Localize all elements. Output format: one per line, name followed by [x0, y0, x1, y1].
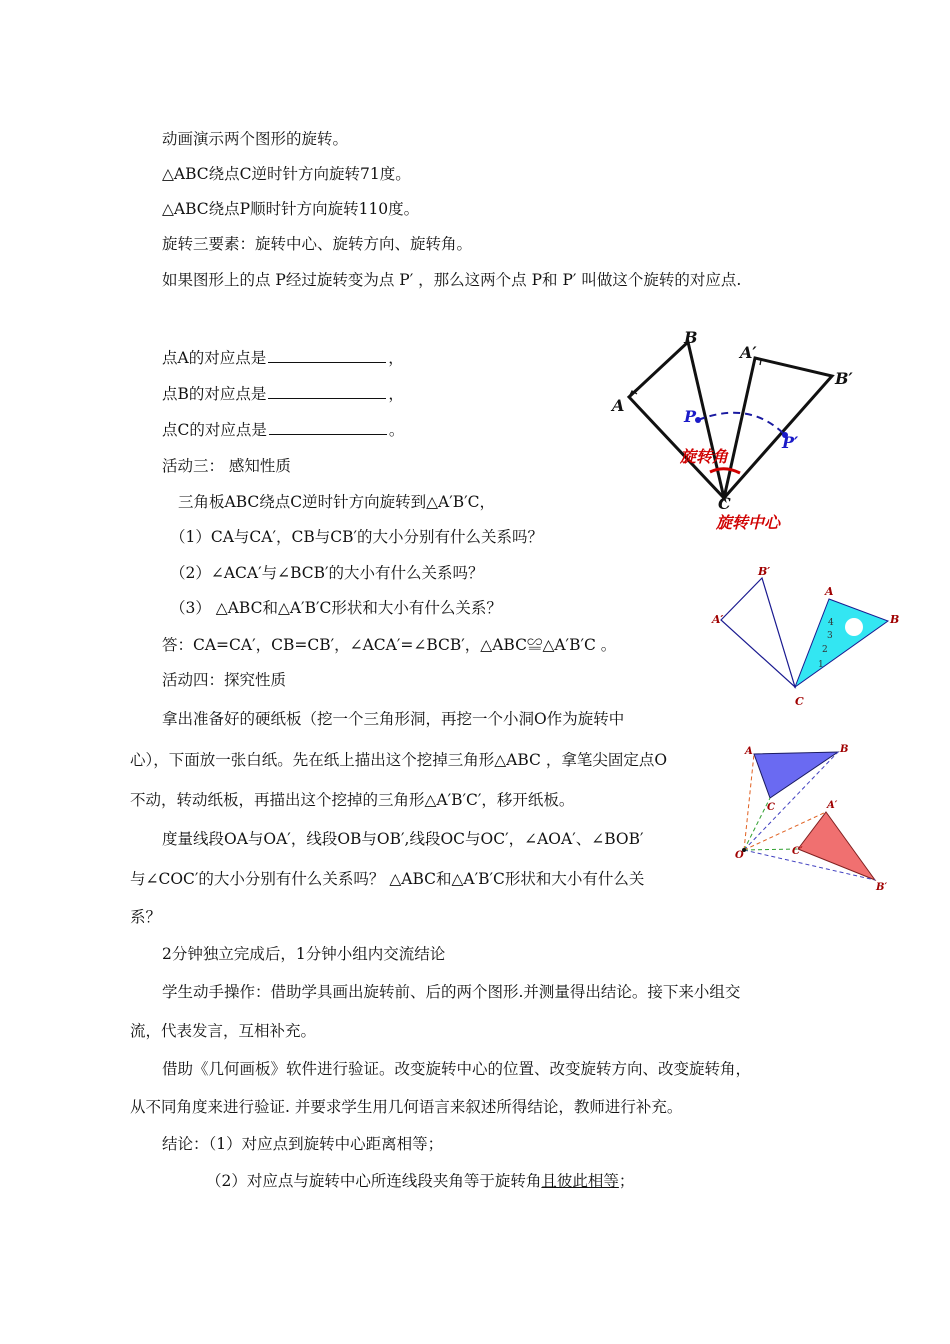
- ruler-mark-4: 4: [828, 618, 834, 628]
- label-a1: A′: [712, 613, 724, 626]
- label-c: C: [718, 494, 731, 513]
- label-p1: P′: [782, 433, 799, 452]
- label-a: A: [612, 396, 625, 415]
- paragraph-measure-1: 度量线段OA与OA′，线段OB与OB′,线段OC与OC′，∠AOA′、∠BOB′: [162, 830, 644, 848]
- question-2: （2）∠ACA′与∠BCB′的大小有什么关系吗？: [170, 564, 484, 582]
- activity-four-heading: 活动四：探究性质: [162, 671, 287, 689]
- line-corresponding-point-def: 如果图形上的点 P经过旋转变为点 P′ ，那么这两个点 P和 P′ 叫做这个旋转的对应点.: [162, 271, 742, 289]
- question-1: （1）CA与CA′，CB与CB′的大小分别有什么关系吗？: [170, 528, 544, 546]
- paragraph-software-1: 借助《几何画板》软件进行验证。改变旋转中心的位置、改变旋转方向、改变旋转角，: [162, 1060, 752, 1078]
- label-o: O: [735, 850, 744, 861]
- triangle-abc: [629, 342, 724, 498]
- paragraph-hands-on-1: 学生动手操作：借助学具画出旋转前、后的两个图形.并测量得出结论。接下来小组交: [162, 983, 741, 1001]
- label-a1: A′: [827, 800, 838, 811]
- segment-oc1: [744, 849, 798, 850]
- paragraph-measure-2: 与∠COC′的大小分别有什么关系吗？ △ABC和△A′B′C形状和大小有什么关: [130, 870, 645, 888]
- paragraph-hands-on-2: 流，代表发言，互相补充。: [130, 1022, 317, 1040]
- paragraph-measure-3: 系？: [130, 908, 162, 926]
- label-b: B: [840, 744, 849, 755]
- ruler-hole: [845, 618, 863, 636]
- ruler-mark-3: 3: [827, 631, 833, 641]
- triangle-ruler-diagram: [700, 563, 910, 711]
- answer-blank-a[interactable]: [268, 348, 386, 363]
- label-c: C: [795, 695, 804, 708]
- triangle-a1b1c: [721, 578, 795, 687]
- segment-oa: [744, 754, 754, 850]
- line-three-elements: 旋转三要素：旋转中心、旋转方向、旋转角。: [162, 235, 473, 253]
- label-c1: C′: [792, 846, 803, 857]
- paragraph-software-2: 从不同角度来进行验证. 并要求学生用几何语言来叙述所得结论，教师进行补充。: [130, 1098, 683, 1116]
- label-rotation-angle: 旋转角: [680, 447, 729, 466]
- paragraph-timing: 2分钟独立完成后，1分钟小组内交流结论: [162, 945, 446, 963]
- ruler-mark-2: 2: [822, 645, 828, 655]
- activity-three-heading: 活动三： 感知性质: [162, 457, 291, 475]
- label-b: B: [684, 328, 698, 347]
- rotation-about-o-diagram: [730, 740, 900, 896]
- label-a: A: [825, 585, 834, 598]
- answer-blank-c[interactable]: [269, 420, 387, 435]
- triangle-ruler-abc: [795, 599, 888, 687]
- rotation-angle-arc: [710, 469, 740, 473]
- conclusion-1: 结论：（1）对应点到旋转中心距离相等；: [162, 1135, 444, 1153]
- label-b1: B′: [876, 882, 888, 893]
- question-point-a: 点A的对应点是 ，: [162, 349, 404, 367]
- paragraph-cardboard-1: 拿出准备好的硬纸板（挖一个三角形洞，再挖一个小洞O作为旋转中: [162, 710, 625, 728]
- answer-line: 答：CA=CA′，CB=CB′，∠ACA′=∠BCB′，△ABC≌△A′B′C 。: [162, 636, 617, 654]
- question-point-c: 点C的对应点是 。: [162, 421, 405, 439]
- ruler-mark-1: 1: [818, 660, 824, 670]
- rotation-diagram: [600, 325, 870, 535]
- conclusion-2: （2）对应点与旋转中心所连线段夹角等于旋转角且彼此相等；: [206, 1172, 635, 1190]
- paragraph-cardboard-3: 不动，转动纸板，再描出这个挖掉的三角形△A′B′C′，移开纸板。: [130, 791, 575, 809]
- question-point-b: 点B的对应点是 ，: [162, 385, 404, 403]
- label-c: C: [767, 802, 775, 813]
- label-a1: A′: [740, 343, 757, 362]
- line-demo-intro: 动画演示两个图形的旋转。: [162, 130, 349, 148]
- label-a: A: [745, 746, 753, 757]
- label-b1: B′: [758, 565, 771, 578]
- label-b1: B′: [835, 369, 853, 388]
- paragraph-cardboard-2: 心），下面放一张白纸。先在纸上描出这个挖掉三角形△ABC ，拿笔尖固定点O: [130, 751, 668, 769]
- activity-three-intro: 三角板ABC绕点C逆时针方向旋转到△A′B′C，: [178, 493, 495, 511]
- question-3: （3） △ABC和△A′B′C形状和大小有什么关系？: [170, 599, 502, 617]
- line-rotate-71: △ABC绕点C逆时针方向旋转71度。: [162, 165, 411, 183]
- label-p: P: [684, 407, 697, 426]
- label-rotation-center: 旋转中心: [716, 513, 781, 532]
- label-b: B: [890, 613, 900, 626]
- triangle-abc-blue: [754, 752, 838, 798]
- answer-blank-b[interactable]: [268, 384, 386, 399]
- triangle-a1b1c1-red: [798, 812, 875, 880]
- line-rotate-110: △ABC绕点P顺时针方向旋转110度。: [162, 200, 420, 218]
